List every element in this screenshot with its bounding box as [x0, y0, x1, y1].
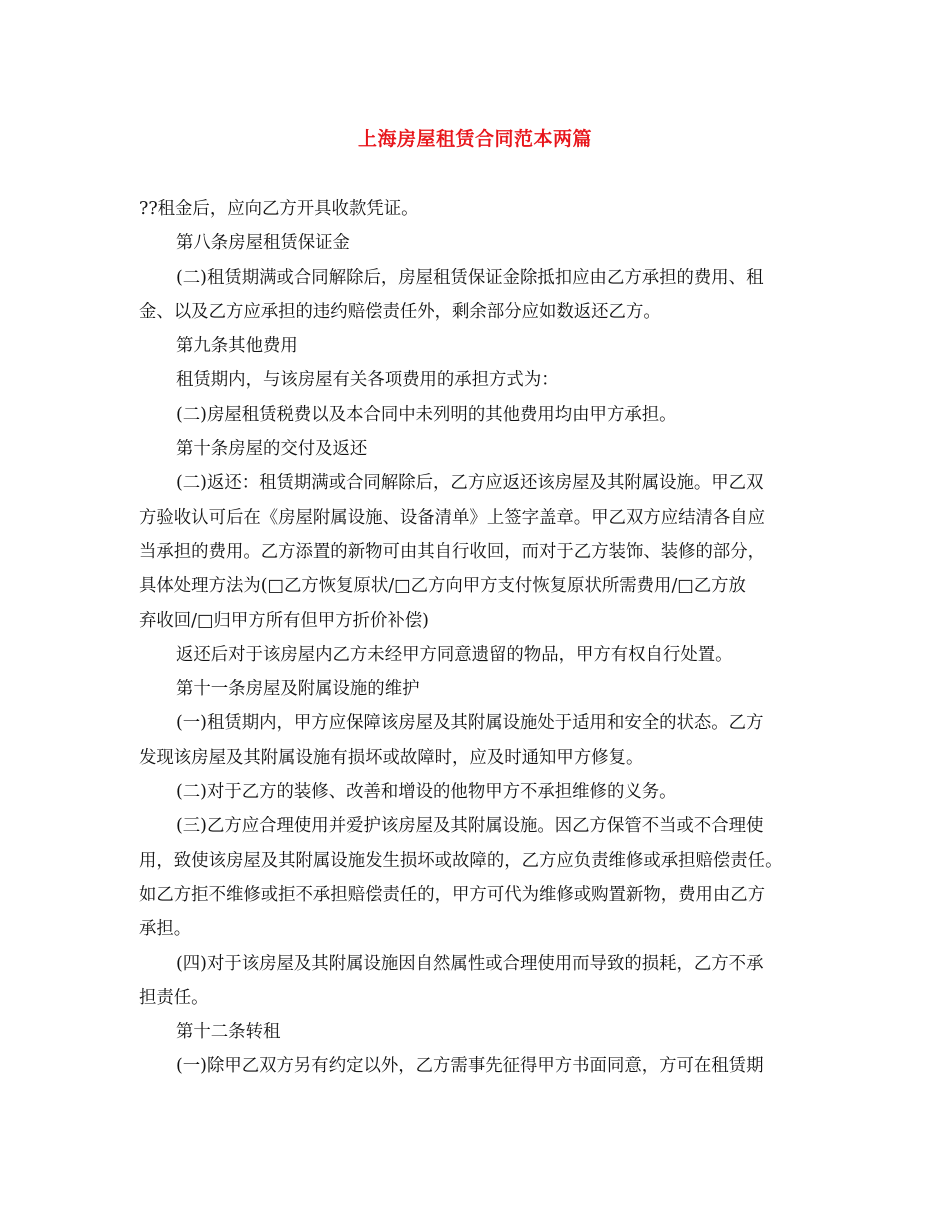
text-line: 当承担的费用。乙方添置的新物可由其自行收回，而对于乙方装饰、装修的部分， [139, 541, 766, 562]
text-line: (二)房屋租赁税费以及本合同中未列明的其他费用均由甲方承担。 [176, 404, 677, 425]
text-line: 发现该房屋及其附属设施有损坏或故障时，应及时通知甲方修复。 [139, 747, 644, 768]
text-line: 租赁期内，与该房屋有关各项费用的承担方式为： [176, 370, 559, 391]
text-line: 具体处理方法为(□乙方恢复原状/□乙方向甲方支付恢复原状所需费用/□乙方放 [139, 576, 746, 597]
text-line: 弃收回/□归甲方所有但甲方折价补偿) [139, 610, 429, 631]
document-body [139, 192, 815, 1084]
text-line: 用，致使该房屋及其附属设施发生损坏或故障的，乙方应负责维修或承担赔偿责任。 [139, 850, 783, 871]
text-line: (一)除甲乙双方另有约定以外，乙方需事先征得甲方书面同意，方可在租赁期 [176, 1056, 764, 1077]
text-line: (四)对于该房屋及其附属设施因自然属性或合理使用而导致的损耗，乙方不承 [176, 953, 764, 974]
text-line: 担责任。 [139, 987, 209, 1008]
text-line: 返还后对于该房屋内乙方未经甲方同意遗留的物品，甲方有权自行处置。 [176, 644, 733, 665]
text-line: 第九条其他费用 [176, 336, 298, 357]
text-line: 第十一条房屋及附属设施的维护 [176, 679, 420, 700]
text-line: (三)乙方应合理使用并爱护该房屋及其附属设施。因乙方保管不当或不合理使 [176, 816, 764, 837]
document-title: 上海房屋租赁合同范本两篇 [357, 128, 592, 150]
text-line: 如乙方拒不维修或拒不承担赔偿责任的，甲方可代为维修或购置新物，费用由乙方 [139, 884, 766, 905]
text-line: 第十二条转租 [176, 1022, 281, 1043]
text-line: (二)对于乙方的装修、改善和增设的他物甲方不承担维修的义务。 [176, 782, 677, 803]
text-line: (一)租赁期内，甲方应保障该房屋及其附属设施处于适用和安全的状态。乙方 [176, 713, 764, 734]
text-line: (二)租赁期满或合同解除后，房屋租赁保证金除抵扣应由乙方承担的费用、租 [176, 267, 764, 288]
text-line: (二)返还：租赁期满或合同解除后，乙方应返还该房屋及其附属设施。甲乙双 [176, 473, 764, 494]
text-line: 第八条房屋租赁保证金 [176, 233, 350, 254]
text-line: 第十条房屋的交付及返还 [176, 439, 368, 460]
text-line: ??租金后，应向乙方开具收款凭证。 [139, 199, 419, 219]
text-line: 金、以及乙方应承担的违约赔偿责任外，剩余部分应如数返还乙方。 [139, 301, 661, 322]
text-line: 承担。 [139, 919, 192, 940]
text-line: 方验收认可后在《房屋附属设施、设备清单》上签字盖章。甲乙双方应结清各自应 [139, 507, 766, 528]
